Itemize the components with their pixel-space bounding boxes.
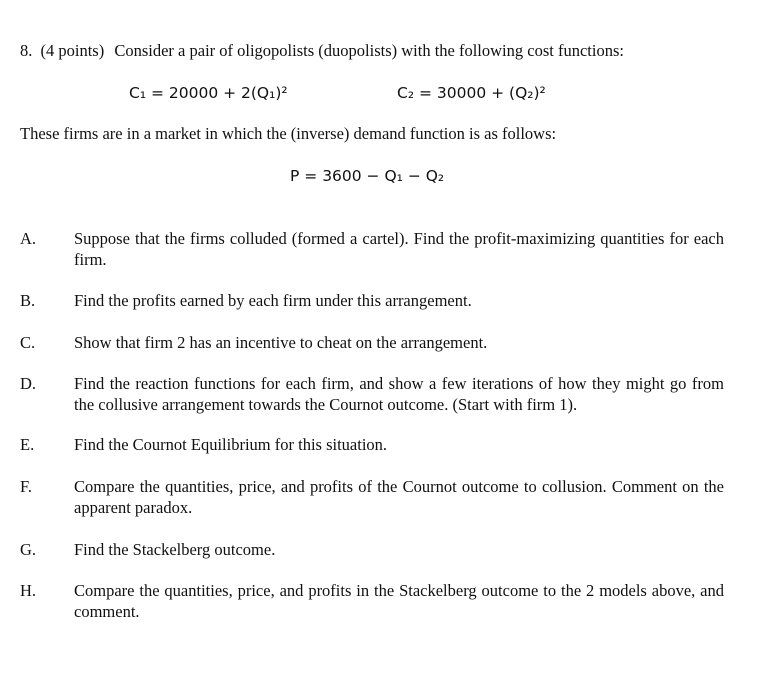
item-e-text: Find the Cournot Equilibrium for this situation.	[74, 435, 388, 454]
item-h-text: Compare the quantities, price, and profits in the Stackelberg outcome to the 2 models above, and comment.	[74, 581, 724, 621]
demand-function: P = 3600 − Q₁ − Q₂	[290, 167, 445, 185]
item-c-text: Show that firm 2 has an incentive to cheat on the arrangement.	[74, 333, 488, 352]
item-a-text: Suppose that the firms colluded (formed a cartel). Find the profit-maximizing quantities for each firm.	[74, 229, 724, 269]
item-g-text: Find the Stackelberg outcome.	[74, 540, 276, 559]
cost-function-2: C₂ = 30000 + (Q₂)²	[397, 84, 546, 102]
item-h-letter: H.	[20, 581, 37, 600]
question-points: (4 points)	[40, 41, 105, 60]
item-c-letter: C.	[20, 333, 36, 352]
question-header	[20, 40, 624, 61]
item-a-letter: A.	[20, 229, 37, 248]
demand-intro: These firms are in a market in which the (inverse) demand function is as follows:	[20, 124, 557, 143]
item-b-text: Find the profits earned by each firm under this arrangement.	[74, 291, 472, 310]
item-f-letter: F.	[20, 477, 32, 496]
item-d-text: Find the reaction functions for each firm, and show a few iterations of how they might go from the collusive arrangement towards the Cournot outcome. (Start with firm 1).	[74, 374, 724, 414]
cost-function-1: C₁ = 20000 + 2(Q₁)²	[129, 84, 288, 102]
item-g-letter: G.	[20, 540, 37, 559]
item-d-letter: D.	[20, 374, 37, 393]
item-e-letter: E.	[20, 435, 35, 454]
question-number: 8.	[20, 41, 33, 60]
item-f-text: Compare the quantities, price, and profits of the Cournot outcome to collusion. Comment on the apparent paradox.	[74, 477, 724, 517]
question-intro: Consider a pair of oligopolists (duopolists) with the following cost functions:	[114, 41, 624, 60]
item-b-letter: B.	[20, 291, 36, 310]
